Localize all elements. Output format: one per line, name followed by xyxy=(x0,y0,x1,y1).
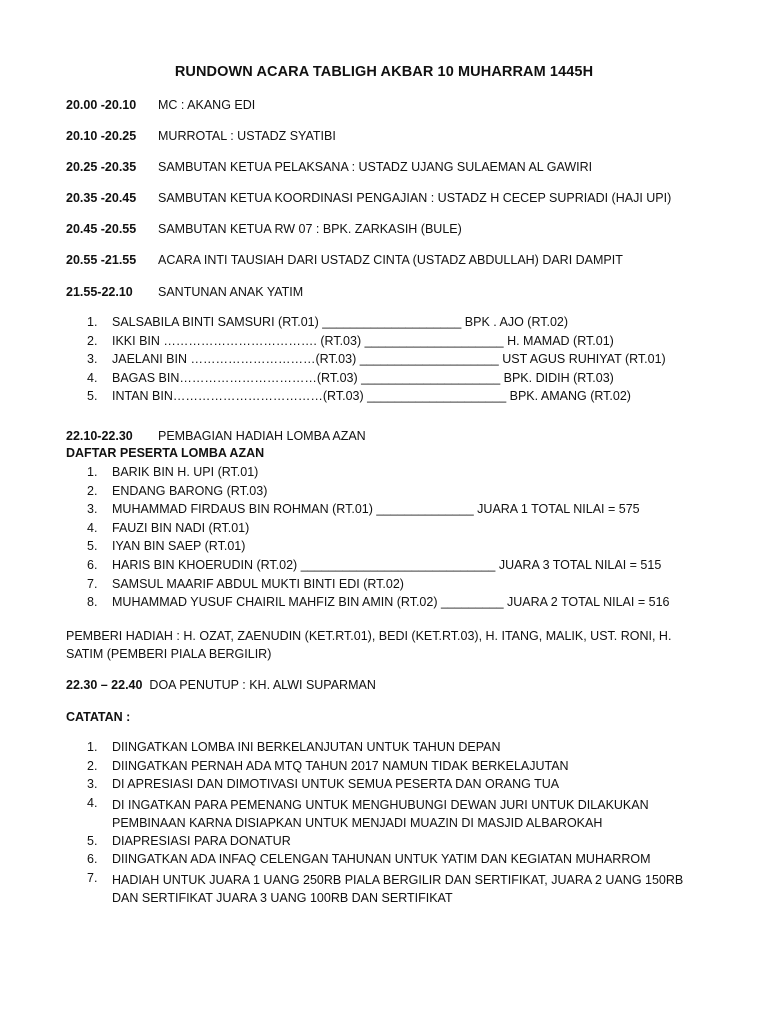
list-text: DIINGATKAN LOMBA INI BERKELANJUTAN UNTUK TAHUN DEPAN xyxy=(112,740,501,754)
schedule-time: 22.10-22.30 xyxy=(66,429,133,443)
list-text: INTAN BIN………………………………(RT.03) ____________________ BPK. AMANG (RT.02) xyxy=(112,389,631,404)
schedule-activity: DOA PENUTUP : KH. ALWI SUPARMAN xyxy=(149,678,376,692)
list-item xyxy=(87,740,692,759)
list-text: SALSABILA BINTI SAMSURI (RT.01) ____________________ BPK . AJO (RT.02) xyxy=(112,315,569,329)
schedule-time: 20.45 -20.55 xyxy=(66,222,137,236)
list-item xyxy=(87,759,692,778)
schedule-time: 21.55-22.10 xyxy=(66,285,133,299)
schedule-row xyxy=(66,285,303,300)
document-title: RUNDOWN ACARA TABLIGH AKBAR 10 MUHARRAM 1445H xyxy=(174,64,594,80)
schedule-row xyxy=(66,160,592,175)
schedule-time: 20.00 -20.10 xyxy=(66,98,137,112)
list-text: SAMSUL MAARIF ABDUL MUKTI BINTI EDI (RT.02) xyxy=(112,576,404,591)
list-text: HADIAH UNTUK JUARA 1 UANG 250RB PIALA BERGILIR DAN SERTIFIKAT, JUARA 2 UANG 150RB DAN SERTIFIKAT JUARA 3 UANG 100RB DAN SERTIFIKAT xyxy=(112,872,684,906)
schedule-time: 20.25 -20.35 xyxy=(66,160,137,174)
list-number: 4. xyxy=(87,520,98,535)
schedule-row xyxy=(66,253,623,268)
list-text: BAGAS BIN……………………………(RT.03) ____________________ BPK. DIDIH (RT.03) xyxy=(112,370,614,385)
list-text: ENDANG BARONG (RT.03) xyxy=(112,483,268,498)
list-text: DIINGATKAN PERNAH ADA MTQ TAHUN 2017 NAMUN TIDAK BERKELAJUTAN xyxy=(112,758,569,773)
closing-prayer-row xyxy=(66,678,376,693)
list-number: 1. xyxy=(87,315,98,329)
list-text: MUHAMMAD FIRDAUS BIN ROHMAN (RT.01) ______________ JUARA 1 TOTAL NILAI = 575 xyxy=(112,502,640,517)
schedule-row xyxy=(66,98,255,113)
schedule-activity: SANTUNAN ANAK YATIM xyxy=(158,285,304,299)
list-text: JAELANI BIN …………………………(RT.03) ____________________ UST AGUS RUHIYAT (RT.01) xyxy=(112,352,666,367)
notes-heading: CATATAN : xyxy=(66,710,131,724)
list-number: 2. xyxy=(87,333,98,348)
schedule-activity: PEMBAGIAN HADIAH LOMBA AZAN xyxy=(158,429,366,443)
list-number: 7. xyxy=(87,870,98,885)
list-number: 1. xyxy=(87,465,98,479)
list-text: BARIK BIN H. UPI (RT.01) xyxy=(112,465,259,479)
list-text: HARIS BIN KHOERUDIN (RT.02) ____________________________ JUARA 3 TOTAL NILAI = 515 xyxy=(112,557,662,572)
list-number: 5. xyxy=(87,833,98,848)
schedule-activity: SAMBUTAN KETUA PELAKSANA : USTADZ UJANG SULAEMAN AL GAWIRI xyxy=(158,160,593,174)
list-text: DIINGATKAN ADA INFAQ CELENGAN TAHUNAN UNTUK YATIM DAN KEGIATAN MUHARROM xyxy=(112,852,651,867)
list-number: 2. xyxy=(87,483,98,498)
list-text: IKKI BIN ………………………………. (RT.03) ____________________ H. MAMAD (RT.01) xyxy=(112,333,614,348)
list-item xyxy=(87,871,692,909)
list-number: 3. xyxy=(87,777,98,792)
list-item xyxy=(87,796,692,834)
azan-list-heading: DAFTAR PESERTA LOMBA AZAN xyxy=(66,446,265,460)
list-text: DIAPRESIASI PARA DONATUR xyxy=(112,833,291,848)
list-number: 6. xyxy=(87,557,98,572)
list-item xyxy=(87,852,692,871)
schedule-row xyxy=(66,129,336,144)
list-number: 3. xyxy=(87,352,98,367)
notes-list xyxy=(87,740,692,909)
list-number: 3. xyxy=(87,502,98,517)
list-text: MUHAMMAD YUSUF CHAIRIL MAHFIZ BIN AMIN (RT.02) _________ JUARA 2 TOTAL NILAI = 516 xyxy=(112,595,670,610)
list-number: 1. xyxy=(87,740,98,754)
list-text: FAUZI BIN NADI (RT.01) xyxy=(112,520,250,535)
schedule-time: 20.35 -20.45 xyxy=(66,191,137,205)
list-number: 7. xyxy=(87,576,98,591)
list-number: 8. xyxy=(87,595,98,610)
schedule-row xyxy=(66,191,671,206)
list-number: 5. xyxy=(87,539,98,554)
schedule-time: 20.55 -21.55 xyxy=(66,253,137,267)
list-number: 2. xyxy=(87,758,98,773)
list-number: 6. xyxy=(87,852,98,867)
schedule-time: 22.30 – 22.40 xyxy=(66,678,143,692)
schedule-activity: ACARA INTI TAUSIAH DARI USTADZ CINTA (USTADZ ABDULLAH) DARI DAMPIT xyxy=(158,253,623,267)
schedule-activity: MC : AKANG EDI xyxy=(158,98,256,112)
list-item xyxy=(87,834,692,853)
list-text: DI INGATKAN PARA PEMENANG UNTUK MENGHUBUNGI DEWAN JURI UNTUK DILAKUKAN PEMBINAAN KARNA DISIAPKAN UNTUK MENJADI MUAZIN DI MASJID ALBAROKAH xyxy=(112,797,649,831)
list-item xyxy=(87,777,692,796)
schedule-row xyxy=(66,429,366,444)
schedule-activity: SAMBUTAN KETUA KOORDINASI PENGAJIAN : USTADZ H CECEP SUPRIADI (HAJI UPI) xyxy=(158,191,672,205)
list-number: 5. xyxy=(87,389,98,404)
list-number: 4. xyxy=(87,795,98,810)
list-number: 4. xyxy=(87,370,98,385)
schedule-time: 20.10 -20.25 xyxy=(66,129,137,143)
list-text: DI APRESIASI DAN DIMOTIVASI UNTUK SEMUA PESERTA DAN ORANG TUA xyxy=(112,777,560,792)
prize-givers-paragraph: PEMBERI HADIAH : H. OZAT, ZAENUDIN (KET.RT.01), BEDI (KET.RT.03), H. ITANG, MALIK, UST. RONI, H. SATIM (PEMBERI PIALA BERGILIR) xyxy=(66,629,672,661)
list-text: IYAN BIN SAEP (RT.01) xyxy=(112,539,246,554)
schedule-row xyxy=(66,222,462,237)
schedule-activity: MURROTAL : USTADZ SYATIBI xyxy=(158,129,336,143)
schedule-activity: SAMBUTAN KETUA RW 07 : BPK. ZARKASIH (BULE) xyxy=(158,222,462,236)
